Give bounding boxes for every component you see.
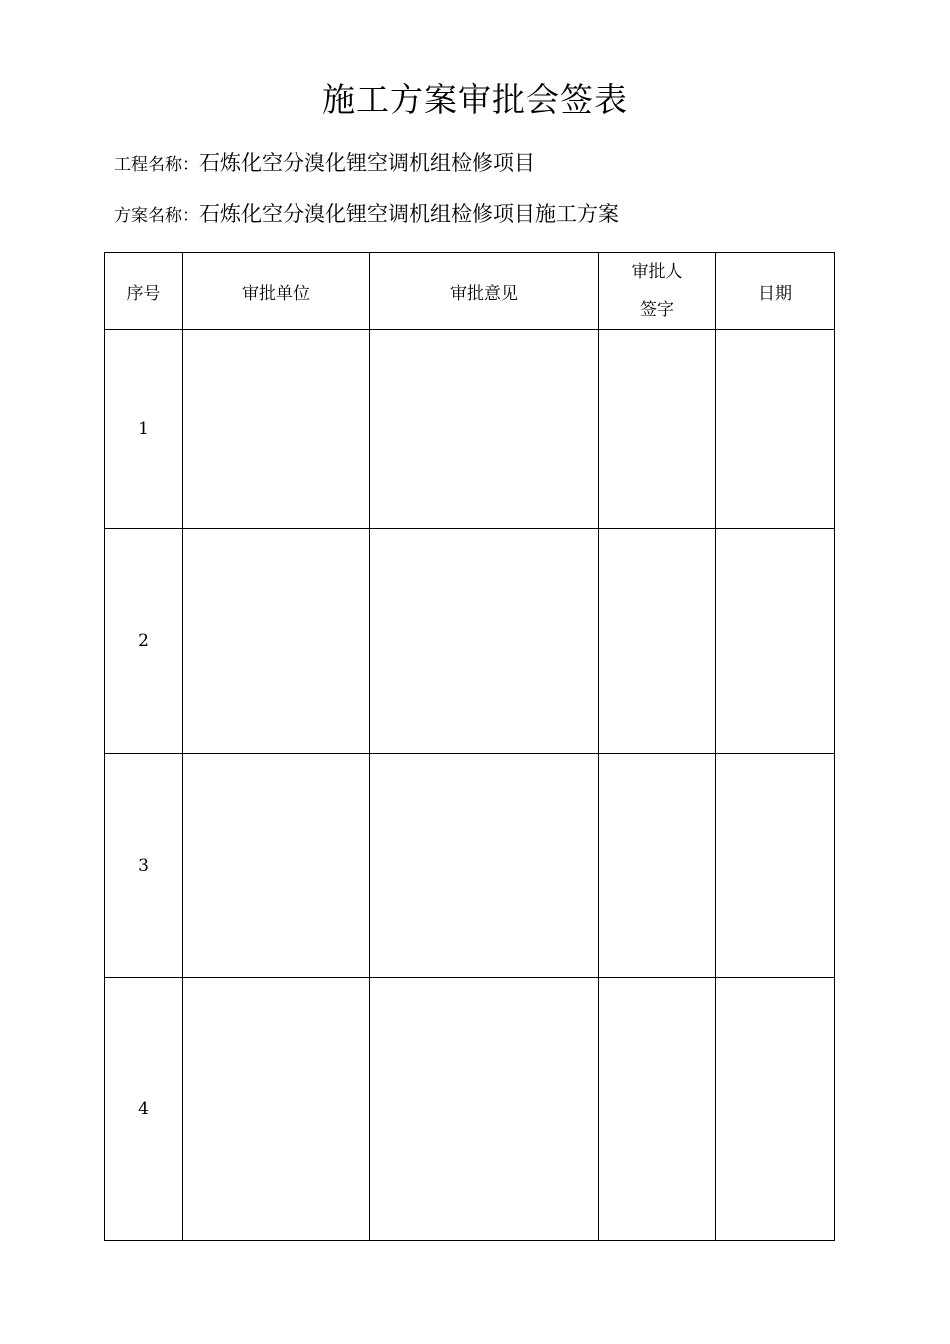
header-approver-signature bbox=[599, 253, 716, 330]
approval-unit-cell[interactable] bbox=[183, 330, 370, 529]
header-signer-line1: 审批人 bbox=[631, 262, 683, 282]
approval-unit-cell[interactable] bbox=[183, 978, 370, 1241]
approval-opinion-cell[interactable] bbox=[370, 754, 599, 978]
signature-cell[interactable] bbox=[599, 330, 716, 529]
table-header-row bbox=[105, 253, 835, 330]
approval-unit-cell[interactable] bbox=[183, 754, 370, 978]
date-cell[interactable] bbox=[716, 330, 835, 529]
approval-unit-cell[interactable] bbox=[183, 529, 370, 754]
page-title: 施工方案审批会签表 bbox=[322, 80, 628, 119]
signature-cell[interactable] bbox=[599, 529, 716, 754]
header-seq: 序号 bbox=[105, 253, 183, 330]
approval-opinion-cell[interactable] bbox=[370, 978, 599, 1241]
header-approval-opinion: 审批意见 bbox=[370, 253, 599, 330]
row-seq: 1 bbox=[105, 330, 183, 529]
row-seq: 3 bbox=[105, 754, 183, 978]
date-cell[interactable] bbox=[716, 754, 835, 978]
signature-cell[interactable] bbox=[599, 754, 716, 978]
date-cell[interactable] bbox=[716, 978, 835, 1241]
plan-name-line bbox=[114, 198, 619, 228]
header-approval-unit: 审批单位 bbox=[183, 253, 370, 330]
table-row bbox=[105, 529, 835, 754]
table-row bbox=[105, 754, 835, 978]
header-signer-line2: 签字 bbox=[640, 300, 674, 320]
plan-name-value: 石炼化空分溴化锂空调机组检修项目施工方案 bbox=[199, 202, 619, 226]
table-row bbox=[105, 978, 835, 1241]
row-seq: 4 bbox=[105, 978, 183, 1241]
project-name-value: 石炼化空分溴化锂空调机组检修项目 bbox=[199, 151, 535, 175]
plan-name-label: 方案名称： bbox=[114, 206, 199, 226]
project-name-line bbox=[114, 147, 535, 177]
signature-cell[interactable] bbox=[599, 978, 716, 1241]
approval-signoff-table bbox=[104, 252, 835, 1241]
approval-opinion-cell[interactable] bbox=[370, 330, 599, 529]
approval-opinion-cell[interactable] bbox=[370, 529, 599, 754]
project-name-label: 工程名称： bbox=[114, 155, 199, 175]
row-seq: 2 bbox=[105, 529, 183, 754]
date-cell[interactable] bbox=[716, 529, 835, 754]
table-row bbox=[105, 330, 835, 529]
header-date: 日期 bbox=[716, 253, 835, 330]
